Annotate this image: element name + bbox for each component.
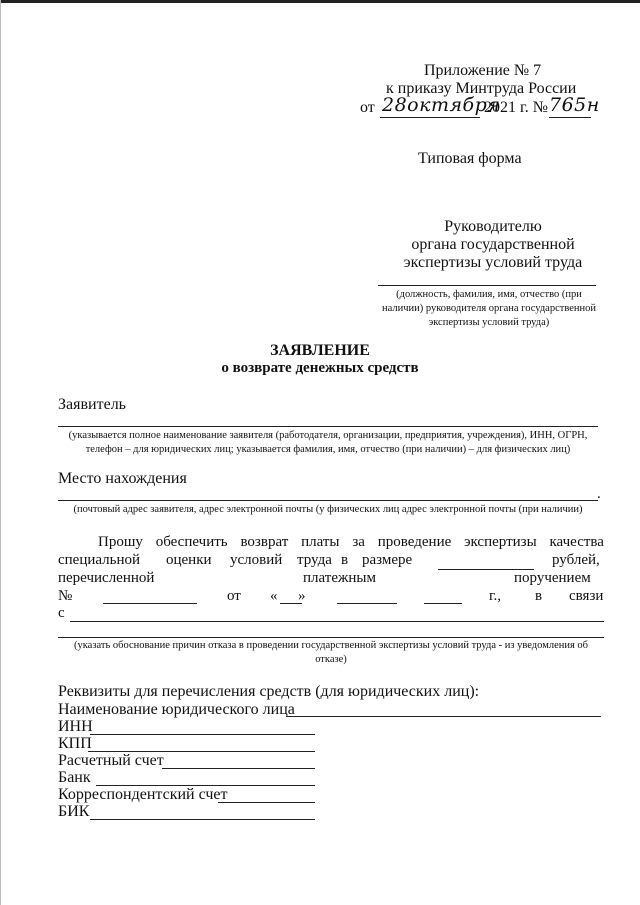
location-caption: (почтовый адрес заявителя, адрес электронной почты (у физических лиц адрес электронной почты (при наличии) [73, 504, 583, 515]
addressee-line [378, 285, 596, 286]
request-word: с [58, 605, 65, 621]
request-word: « [270, 588, 278, 604]
scan-edge-left [0, 0, 1, 905]
request-word: платежным [303, 570, 376, 586]
payment-year-field[interactable] [424, 603, 462, 604]
request-word: размере [362, 552, 413, 568]
request-word: проведение [377, 534, 452, 550]
requisite-bik-field[interactable] [90, 819, 315, 820]
request-word: труда [297, 552, 332, 568]
requisite-inn-label: ИНН [58, 718, 93, 735]
requisite-corr-field[interactable] [218, 802, 315, 803]
location-end-dot: . [597, 486, 601, 502]
date-underline [380, 117, 480, 118]
request-word: в [341, 552, 349, 568]
requisites-heading: Реквизиты для перечисления средств (для юридических лиц): [58, 683, 480, 700]
handwritten-date: 28октября [382, 94, 501, 116]
addressee-line3: экспертизы условий труда [403, 254, 583, 271]
request-word: связи [569, 588, 604, 604]
addressee-line1: Руководителю [444, 218, 542, 235]
request-word: поручением [514, 570, 591, 586]
request-word: в [535, 588, 543, 604]
applicant-label: Заявитель [58, 396, 126, 413]
requisite-corr-label: Корреспондентский счет [58, 786, 228, 803]
request-word: платы [301, 534, 340, 550]
requisite-bik-label: БИК [58, 803, 90, 820]
appendix-order: к приказу Минтруда России [386, 80, 577, 97]
requisite-kpp-label: КПП [58, 735, 92, 752]
request-word: качества [549, 534, 604, 550]
reason-caption: (указать обоснование причин отказа в проведении государственной экспертизы условий труда - из уведомления об отказе) [73, 640, 589, 665]
request-word: » [298, 588, 306, 604]
payment-number-field[interactable] [103, 603, 197, 604]
number-underline [549, 117, 591, 118]
request-word: специальной [58, 552, 141, 568]
requisite-bank-label: Банк [58, 769, 91, 786]
reason-field[interactable] [70, 621, 604, 622]
request-word: обеспечить [155, 534, 228, 550]
requisite-account-label: Расчетный счет [58, 752, 164, 769]
scan-edge [0, 0, 640, 3]
request-word: перечисленной [58, 570, 155, 586]
request-word: оценки [166, 552, 212, 568]
requisite-inn-field[interactable] [90, 734, 315, 735]
form-type: Типовая форма [418, 150, 522, 167]
applicant-field[interactable] [58, 426, 598, 427]
request-word: от [227, 588, 241, 604]
reason-field-2[interactable] [58, 637, 604, 638]
request-word: Прошу [98, 534, 143, 550]
applicant-caption: (указывается полное наименование заявителя (работодателя, организации, предприятия, учреждения), ИНН, ОГРН, телефон – для юридических лиц; указывается фамилия, имя, отчество (при наличии) – для физических лиц) [68, 430, 588, 455]
addressee-line2: органа государственной [411, 236, 575, 253]
document-subtitle: о возврате денежных средств [221, 360, 419, 376]
request-word: г., [489, 588, 501, 604]
requisite-name-label: Наименование юридического лица [58, 701, 295, 718]
request-word: за [352, 534, 365, 550]
request-word: условий [230, 552, 283, 568]
appendix-year: 2021 г. № [484, 99, 549, 116]
request-word: № [58, 588, 73, 604]
appendix-date-prefix: от [360, 99, 375, 116]
request-word: экспертизы [464, 534, 537, 550]
request-line1 [98, 534, 604, 551]
location-label: Место нахождения [58, 470, 187, 487]
requisite-name-field[interactable] [286, 716, 601, 717]
handwritten-number: 765н [549, 94, 600, 116]
request-word: рублей, [552, 552, 600, 568]
document-title: ЗАЯВЛЕНИЕ [270, 342, 370, 359]
appendix-title: Приложение № 7 [424, 62, 542, 79]
request-word: возврат [240, 534, 289, 550]
payment-month-field[interactable] [337, 603, 397, 604]
requisite-account-field[interactable] [162, 768, 315, 769]
addressee-caption: (должность, фамилия, имя, отчество (при наличии) руководителя органа государственной экспертизы условий труда) [382, 289, 596, 328]
location-field[interactable] [58, 500, 598, 501]
